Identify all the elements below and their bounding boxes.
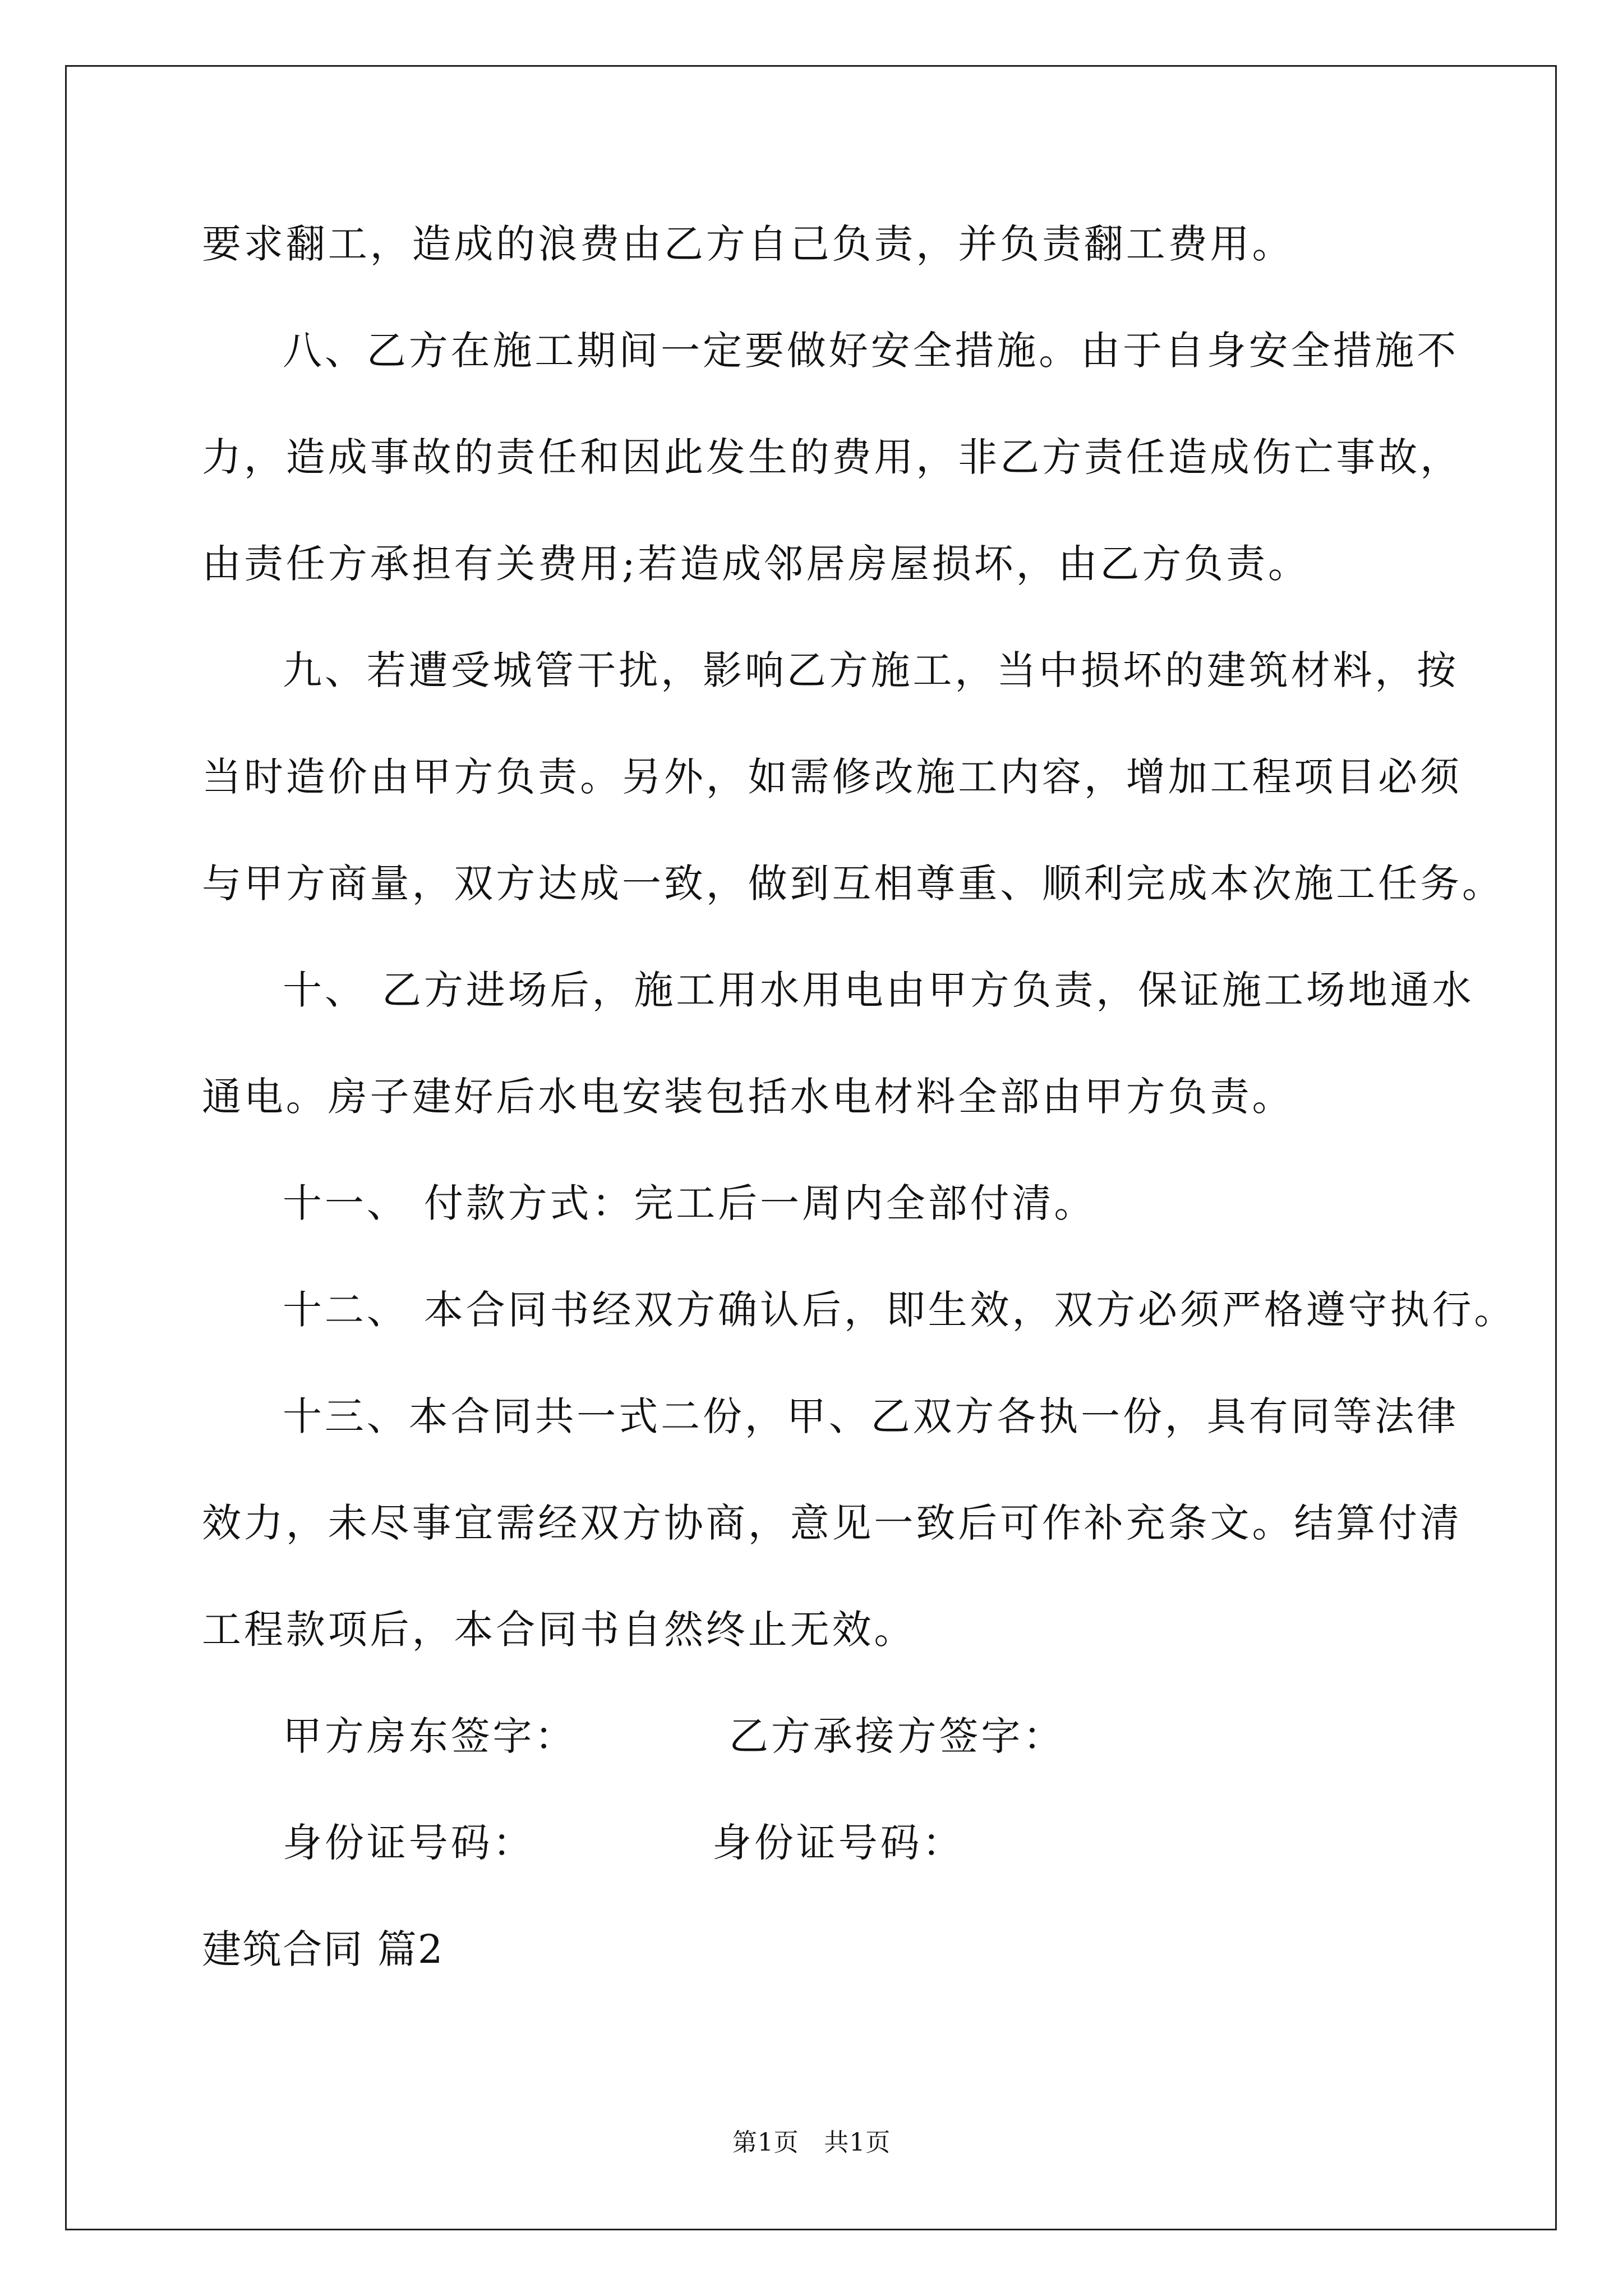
clause-ten: 十、 乙方进场后，施工用水用电由甲方负责，保证施工场地通水: [283, 967, 1474, 1013]
text-line: 力，造成事故的责任和因此发生的费用，非乙方责任造成伤亡事故，: [202, 434, 1462, 480]
clause-twelve: 十二、 本合同书经双方确认后，即生效，双方必须严格遵守执行。: [283, 1287, 1516, 1333]
page-border: [65, 65, 1557, 2230]
party-b-signature-label: 乙方承接方签字：: [729, 1713, 1066, 1759]
text-line: 效力，未尽事宜需经双方协商，意见一致后可作补充条文。结算付清: [202, 1500, 1462, 1546]
section-heading: 建筑合同 篇2: [202, 1926, 444, 1972]
party-a-signature-label: 甲方房东签字：: [283, 1713, 577, 1759]
text-line: 与甲方商量，双方达成一致，做到互相尊重、顺利完成本次施工任务。: [202, 861, 1504, 907]
page-footer: 第1页 共1页: [732, 2128, 891, 2157]
text-line: 当时造价由甲方负责。另外，如需修改施工内容，增加工程项目必须: [202, 754, 1462, 800]
text-line: 由责任方承担有关费用;若造成邻居房屋损坏，由乙方负责。: [202, 541, 1310, 587]
party-a-id-label: 身份证号码：: [283, 1820, 535, 1866]
text-line: 要求翻工，造成的浪费由乙方自己负责，并负责翻工费用。: [202, 221, 1294, 267]
clause-eight: 八、乙方在施工期间一定要做好安全措施。由于自身安全措施不: [283, 328, 1459, 374]
text-line: 工程款项后，本合同书自然终止无效。: [202, 1607, 916, 1653]
clause-eleven: 十一、 付款方式：完工后一周内全部付清。: [283, 1180, 1096, 1226]
text-line: 通电。房子建好后水电安装包括水电材料全部由甲方负责。: [202, 1074, 1294, 1120]
clause-thirteen: 十三、本合同共一式二份，甲、乙双方各执一份，具有同等法律: [283, 1393, 1459, 1439]
party-b-id-label: 身份证号码：: [712, 1820, 965, 1866]
clause-nine: 九、若遭受城管干扰，影响乙方施工，当中损坏的建筑材料，按: [283, 647, 1459, 693]
